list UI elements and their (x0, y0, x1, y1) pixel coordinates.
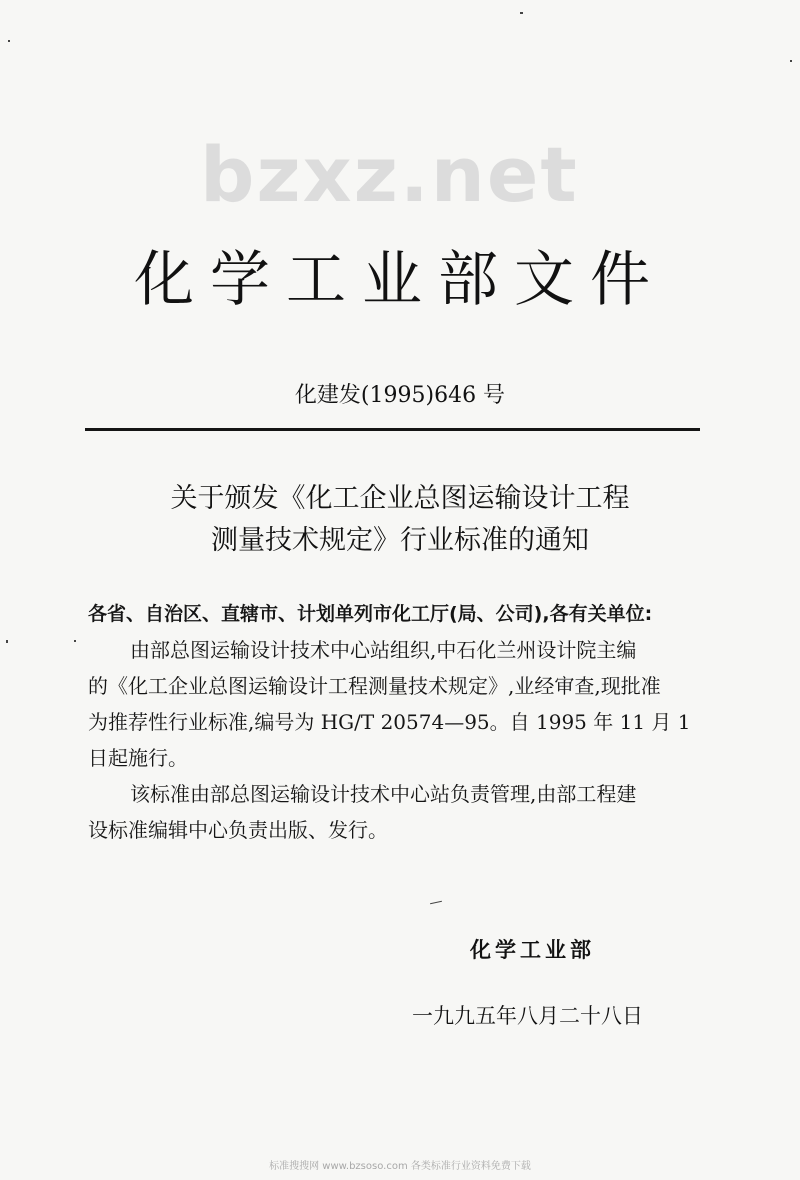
paragraph-2-line: 该标准由部总图运输设计技术中心站负责管理,由部工程建 (130, 782, 637, 806)
scan-speck (6, 640, 8, 643)
document-title: 化学工业部文件 (134, 245, 666, 315)
paragraph-1-line: 日起施行。 (88, 746, 188, 770)
paragraph-1 (88, 632, 708, 776)
addressee: 各省、自治区、直辖市、计划单列市化工厅(局、公司),各有关单位: (88, 603, 653, 625)
subject-line-1: 关于颁发《化工企业总图运输设计工程 (170, 483, 630, 514)
scan-speck (520, 12, 523, 14)
document-number: 化建发(1995)646 号 (294, 383, 506, 408)
subject-line-2: 测量技术规定》行业标准的通知 (211, 525, 589, 556)
watermark: bzxz.net (200, 130, 579, 219)
notice-subject (90, 478, 710, 562)
issue-date: 一九九五年八月二十八日 (412, 1004, 643, 1028)
paragraph-2-line: 设标准编辑中心负责出版、发行。 (88, 818, 388, 842)
paragraph-1-line: 的《化工企业总图运输设计工程测量技术规定》,业经审查,现批准 (88, 674, 661, 698)
paragraph-1-line: 由部总图运输设计技术中心站组织,中石化兰州设计院主编 (130, 638, 637, 662)
header-rule (85, 428, 700, 431)
scan-speck (8, 40, 10, 42)
paragraph-2 (88, 776, 708, 848)
scan-speck (790, 60, 792, 62)
paragraph-1-line: 为推荐性行业标准,编号为 HG/T 20574—95。自 1995 年 11 月 1 (88, 710, 691, 734)
signer: 化学工业部 (470, 938, 595, 962)
scan-speck (430, 901, 442, 904)
notice-body (88, 596, 708, 848)
scan-speck (74, 640, 76, 642)
footer-source: 标准搜搜网 www.bzsoso.com 各类标准行业资料免费下载 (269, 1161, 531, 1172)
